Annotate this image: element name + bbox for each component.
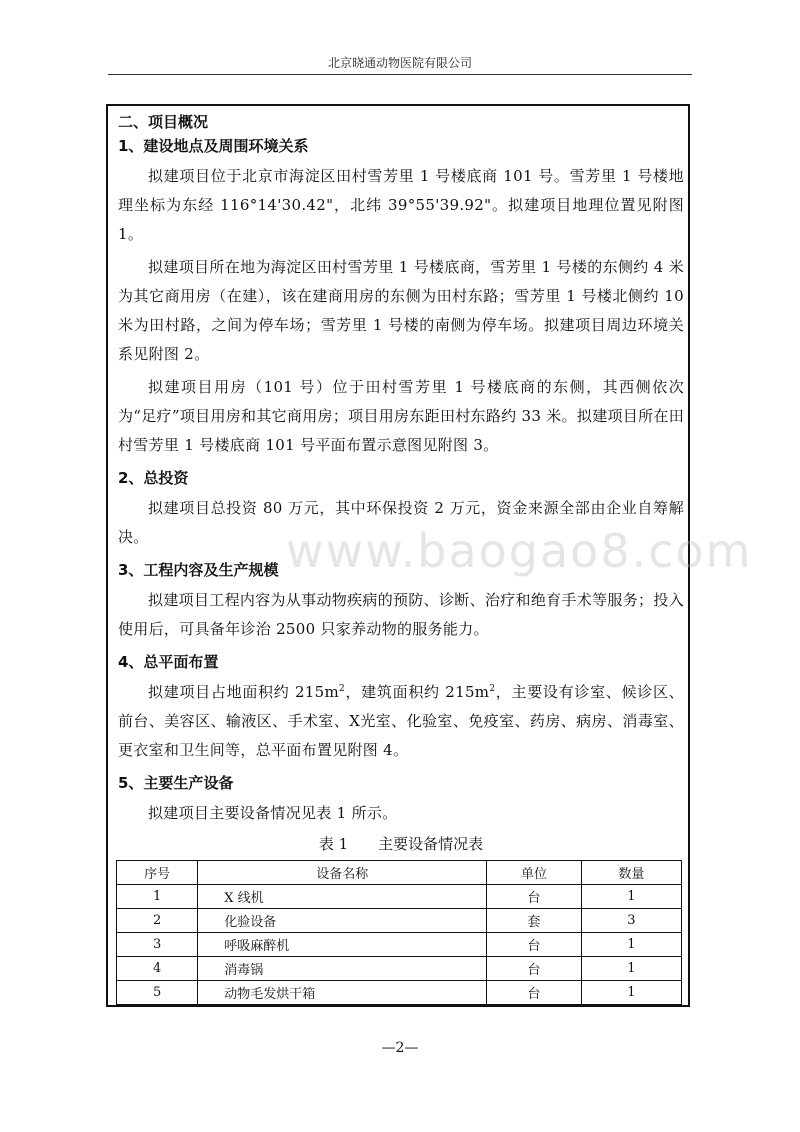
table-row bbox=[117, 909, 682, 933]
cell-no: 4 bbox=[117, 957, 198, 981]
equipment-table bbox=[116, 860, 682, 1005]
cell-no: 2 bbox=[117, 909, 198, 933]
paragraph-scope: 拟建项目工程内容为从事动物疾病的预防、诊断、治疗和绝育手术等服务；投入使用后，可具备年诊治 2500 只家养动物的服务能力。 bbox=[118, 591, 684, 638]
section-title-location: 1、建设地点及周围环境关系 bbox=[118, 137, 309, 155]
layout-text-a: 拟建项目占地面积约 215m bbox=[148, 683, 340, 701]
cell-unit: 台 bbox=[487, 981, 582, 1005]
page-number: —2— bbox=[381, 1040, 419, 1056]
layout-text-b: ，建筑面积约 215m bbox=[345, 683, 490, 701]
header-no: 序号 bbox=[117, 861, 198, 885]
table-row bbox=[117, 957, 682, 981]
superscript-2-a: 2 bbox=[339, 684, 346, 694]
paragraph-investment: 拟建项目总投资 80 万元，其中环保投资 2 万元，资金来源全部由企业自筹解决。 bbox=[118, 499, 684, 546]
document-body bbox=[118, 110, 684, 858]
cell-no: 3 bbox=[117, 933, 198, 957]
cell-unit: 台 bbox=[487, 933, 582, 957]
paragraph-location-3: 拟建项目用房（101 号）位于田村雪芳里 1 号楼底商的东侧，其西侧依次为“足疗”项目用房和其它商用房；项目用房东距田村东路约 33 米。拟建项目所在田村雪芳里 1 号楼底商 101 号平面布置示意图见附图 3。 bbox=[118, 378, 684, 454]
cell-name: X 线机 bbox=[198, 885, 487, 909]
layout-text-c: ，主要设有诊室、候诊区、前台、美容区、输液区、手术室、X光室、化验室、免疫室、药房、病房、消毒室、更衣室和卫生间等，总平面布置见附图 4。 bbox=[118, 683, 684, 759]
watermark: www.baogao8.com bbox=[286, 524, 753, 578]
cell-unit: 台 bbox=[487, 957, 582, 981]
page-header: 北京晓通动物医院有限公司 bbox=[327, 56, 472, 70]
section-title-equipment: 5、主要生产设备 bbox=[118, 774, 234, 792]
cell-qty: 1 bbox=[581, 957, 681, 981]
header-qty: 数量 bbox=[581, 861, 681, 885]
paragraph-equipment: 拟建项目主要设备情况见表 1 所示。 bbox=[148, 804, 398, 822]
table-header-row bbox=[117, 861, 682, 885]
cell-unit: 套 bbox=[487, 909, 582, 933]
cell-unit: 台 bbox=[487, 885, 582, 909]
section-title-investment: 2、总投资 bbox=[118, 469, 189, 487]
header-name: 设备名称 bbox=[198, 861, 487, 885]
cell-name: 化验设备 bbox=[198, 909, 487, 933]
section-title-overview: 二、项目概况 bbox=[118, 113, 209, 131]
cell-qty: 1 bbox=[581, 885, 681, 909]
cell-no: 5 bbox=[117, 981, 198, 1005]
cell-name: 动物毛发烘干箱 bbox=[198, 981, 487, 1005]
paragraph-location-1: 拟建项目位于北京市海淀区田村雪芳里 1 号楼底商 101 号。雪芳里 1 号楼地理坐标为东经 116°14'30.42"，北纬 39°55'39.92"。拟建项目地理位置见附图 1。 bbox=[118, 167, 684, 243]
paragraph-location-2: 拟建项目所在地为海淀区田村雪芳里 1 号楼底商，雪芳里 1 号楼的东侧约 4 米为其它商用房（在建），该在建商用房的东侧为田村东路；雪芳里 1 号楼北侧约 10 米为田村路，之间为停车场；雪芳里 1 号楼的南侧为停车场。拟建项目周边环境关系见附图 2。 bbox=[118, 258, 684, 363]
header-unit: 单位 bbox=[487, 861, 582, 885]
cell-name: 消毒锅 bbox=[198, 957, 487, 981]
cell-no: 1 bbox=[117, 885, 198, 909]
table-row bbox=[117, 933, 682, 957]
table-row bbox=[117, 981, 682, 1005]
cell-qty: 1 bbox=[581, 933, 681, 957]
cell-qty: 1 bbox=[581, 981, 681, 1005]
table-row bbox=[117, 885, 682, 909]
superscript-2-b: 2 bbox=[489, 684, 496, 694]
cell-name: 呼吸麻醉机 bbox=[198, 933, 487, 957]
cell-qty: 3 bbox=[581, 909, 681, 933]
section-title-scope: 3、工程内容及生产规模 bbox=[118, 561, 279, 579]
paragraph-layout bbox=[118, 678, 684, 765]
header-rule bbox=[108, 74, 692, 75]
table-caption: 表 1 主要设备情况表 bbox=[318, 835, 484, 853]
section-title-layout: 4、总平面布置 bbox=[118, 653, 219, 671]
